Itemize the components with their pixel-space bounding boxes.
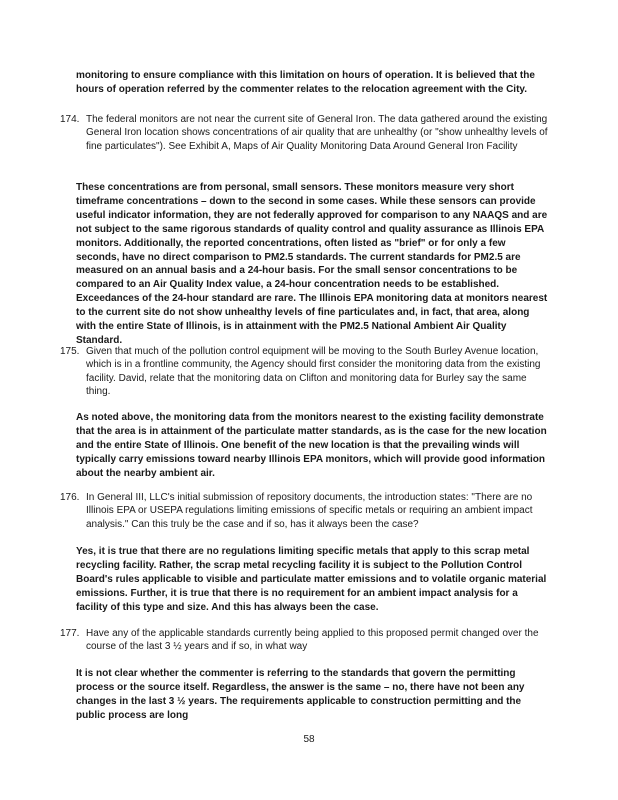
response-174: These concentrations are from personal, small sensors. These monitors measure very short timeframe concentrations – down to the second in some cases. While these sensors can provide useful indicator information, they are not federally approved for comparison to any NAAQS and are not subject to the same rigorous standards of quality control and quality assurance as Illinois EPA monitors. Additionally, the reported concentrations, often listed as "brief" or for only a few seconds, have no direct comparison to PM2.5 standards. The current standards for PM2.5 are measured on an annual basis and a 24-hour basis. For the small sensor concentrations to be compared to an Air Quality Index value, a 24-hour concentration needs to be established. Exceedances of the 24-hour standard are rare. The Illinois EPA monitoring data at monitors nearest to the current site do not show unhealthy levels of fine particulates and, in fact, that area, along with the entire State of Illinois, is in attainment with the PM2.5 National Ambient Air Quality Standard. (76, 182, 548, 346)
response-paragraph-continued: monitoring to ensure compliance with this limitation on hours of operation. It is believed that the hours of operation referred by the commenter relates to the relocation agreement with the City. (76, 70, 535, 95)
question-text: Have any of the applicable standards currently being applied to this proposed permit changed over the course of the last 3 ½ years and if so, in what way (86, 628, 539, 653)
question-number: 177. (60, 628, 80, 639)
question-number: 175. (60, 346, 80, 357)
question-174 (60, 113, 548, 153)
question-text: Given that much of the pollution control equipment will be moving to the South Burley Avenue location, which is in a frontline community, the Agency should first consider the monitoring data from the existing facility. David, relate that the monitoring data on Clifton and monitoring data for Burley say the same thing. (86, 346, 541, 398)
question-number: 176. (60, 492, 80, 503)
response-176: Yes, it is true that there are no regulations limiting specific metals that apply to this scrap metal recycling facility. Rather, the scrap metal recycling facility it is subject to the Pollution Control Board's rules applicable to visible and particulate matter emissions and to volatile organic material emissions. Further, it is true that there is no requirement for an ambient impact analysis for a facility of this type and size. And this has always been the case. (76, 546, 547, 613)
question-177 (60, 627, 548, 654)
question-175 (60, 345, 548, 399)
question-text: The federal monitors are not near the current site of General Iron. The data gathered around the existing General Iron location shows concentrations of air quality that are unhealthy (or "show unhealthy levels of fine particulates"). See Exhibit A, Maps of Air Quality Monitoring Data Around General Iron Facility (86, 114, 548, 152)
question-176 (60, 491, 548, 531)
question-text: In General III, LLC's initial submission of repository documents, the introduction states: "There are no Illinois EPA or USEPA regulations limiting emissions of specific metals or requiring an ambient impact analysis." Can this truly be the case and if so, has it always been the case? (86, 492, 533, 530)
page-number: 58 (303, 734, 315, 745)
response-177: It is not clear whether the commenter is referring to the standards that govern the permitting process or the source itself. Regardless, the answer is the same – no, there have not been any changes in the last 3 ½ years. The requirements applicable to construction permitting and the public process are long (76, 668, 525, 721)
response-175: As noted above, the monitoring data from the monitors nearest to the existing facility demonstrate that the area is in attainment of the particulate matter standards, as is the case for the new location and the entire State of Illinois. One benefit of the new location is that the prevailing winds will typically carry emissions toward nearby Illinois EPA monitors, which will provide good information about the nearby ambient air. (76, 412, 547, 479)
question-number: 174. (60, 114, 80, 125)
